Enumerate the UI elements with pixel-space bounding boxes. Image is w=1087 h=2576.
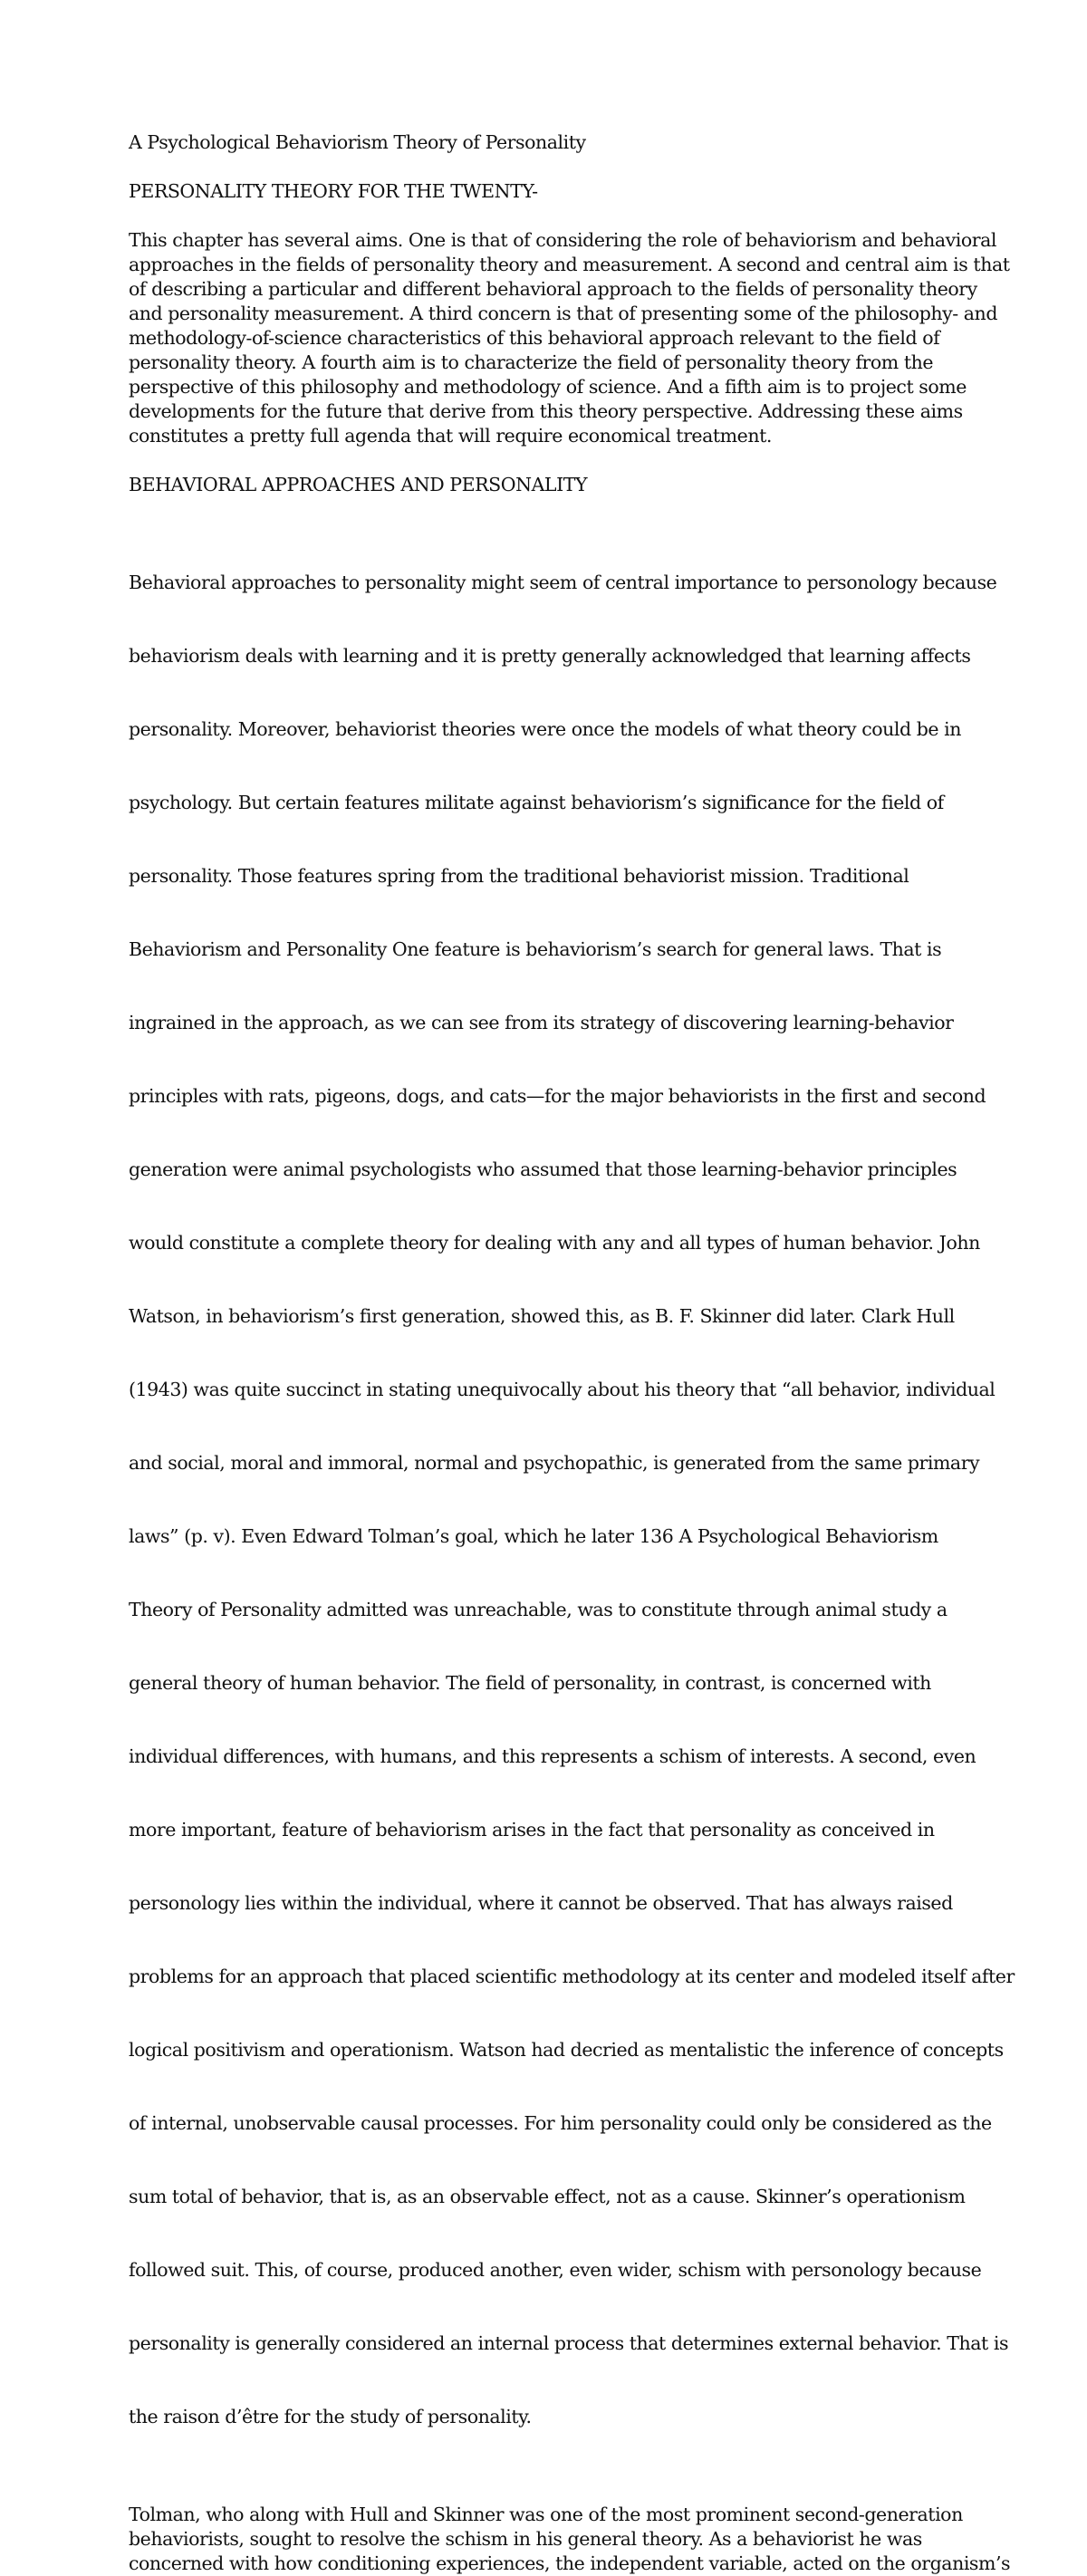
text-line: concerned with how conditioning experiences, the independent variable, acted on the organism’s: [129, 2552, 1011, 2574]
section-heading-behavioral-approaches: BEHAVIORAL APPROACHES AND PERSONALITY: [129, 474, 588, 495]
text-line: psychology. But certain features militate against behaviorism’s significance for the field of: [129, 792, 944, 813]
spacer: [129, 448, 971, 473]
spacer: [129, 204, 971, 228]
text-line: personality. Those features spring from the traditional behaviorist mission. Traditional: [129, 865, 909, 887]
text-line: (1943) was quite succinct in stating unequivocally about his theory that “all behavior, individual: [129, 1379, 996, 1400]
text-line: methodology-of-science characteristics of this behavioral approach relevant to the field of: [129, 327, 940, 349]
text-line: personology lies within the individual, where it cannot be observed. That has always raised: [129, 1892, 953, 1914]
text-line: of internal, unobservable causal processes. For him personality could only be considered as the: [129, 2112, 992, 2134]
text-line: would constitute a complete theory for dealing with any and all types of human behavior. John: [129, 1232, 980, 1254]
text-line: personality. Moreover, behaviorist theories were once the models of what theory could be in: [129, 718, 962, 740]
text-line: followed suit. This, of course, produced another, even wider, schism with personology because: [129, 2259, 982, 2281]
text-line: personality is generally considered an internal process that determines external behavior. That is: [129, 2332, 1009, 2354]
text-line: generation were animal psychologists who assumed that those learning-behavior principles: [129, 1158, 957, 1180]
text-line: general theory of human behavior. The field of personality, in contrast, is concerned with: [129, 1672, 931, 1694]
text-line: constitutes a pretty full agenda that will require economical treatment.: [129, 425, 772, 447]
text-line: more important, feature of behaviorism arises in the fact that personality as conceived in: [129, 1819, 935, 1841]
paragraph-aims: [129, 228, 1010, 448]
paragraph-behavioral-approaches: [129, 522, 1015, 2478]
text-line: Theory of Personality admitted was unreachable, was to constitute through animal study a: [129, 1599, 948, 1620]
text-line: This chapter has several aims. One is that of considering the role of behaviorism and behavioral: [129, 229, 997, 251]
spacer: [129, 155, 971, 179]
text-line: laws” (p. v). Even Edward Tolman’s goal, which he later 136 A Psychological Behaviorism: [129, 1525, 938, 1547]
text-line: the raison d’être for the study of personality.: [129, 2406, 532, 2427]
document-body: [129, 130, 1015, 2576]
text-line: behaviorists, sought to resolve the schism in his general theory. As a behaviorist he was: [129, 2528, 922, 2550]
section-heading-personality-theory: PERSONALITY THEORY FOR THE TWENTY-: [129, 180, 538, 202]
text-line: behaviorism deals with learning and it is pretty generally acknowledged that learning affects: [129, 645, 971, 667]
text-line: developments for the future that derive from this theory perspective. Addressing these aims: [129, 400, 963, 422]
text-line: principles with rats, pigeons, dogs, and cats—for the major behaviorists in the first and second: [129, 1085, 986, 1107]
text-line: sum total of behavior, that is, as an observable effect, not as a cause. Skinner’s operationism: [129, 2186, 966, 2207]
text-line: perspective of this philosophy and methodology of science. And a fifth aim is to project some: [129, 376, 967, 398]
text-line: individual differences, with humans, and this represents a schism of interests. A second, even: [129, 1745, 976, 1767]
text-line: personality theory. A fourth aim is to characterize the field of personality theory from the: [129, 351, 934, 373]
text-line: logical positivism and operationism. Watson had decried as mentalistic the inference of concepts: [129, 2039, 1004, 2061]
text-line: problems for an approach that placed scientific methodology at its center and modeled itself after: [129, 1966, 1015, 1987]
paragraph-tolman: [129, 2503, 1011, 2576]
text-line: Tolman, who along with Hull and Skinner was one of the most prominent second-generation: [129, 2504, 963, 2525]
text-line: Behaviorism and Personality One feature is behaviorism’s search for general laws. That is: [129, 938, 942, 960]
text-line: and personality measurement. A third concern is that of presenting some of the philosophy- and: [129, 303, 997, 324]
spacer: [129, 2478, 971, 2503]
text-line: of describing a particular and different behavioral approach to the fields of personality theory: [129, 278, 977, 300]
text-line: ingrained in the approach, as we can see from its strategy of discovering learning-behavior: [129, 1012, 954, 1033]
spacer: [129, 497, 971, 522]
text-line: Watson, in behaviorism’s first generation, showed this, as B. F. Skinner did later. Clark Hull: [129, 1305, 955, 1327]
text-line: approaches in the fields of personality theory and measurement. A second and central aim is that: [129, 254, 1010, 275]
text-line: Behavioral approaches to personality might seem of central importance to personology because: [129, 572, 997, 593]
text-line: and social, moral and immoral, normal and psychopathic, is generated from the same primary: [129, 1452, 980, 1474]
document-title: A Psychological Behaviorism Theory of Personality: [129, 131, 586, 153]
